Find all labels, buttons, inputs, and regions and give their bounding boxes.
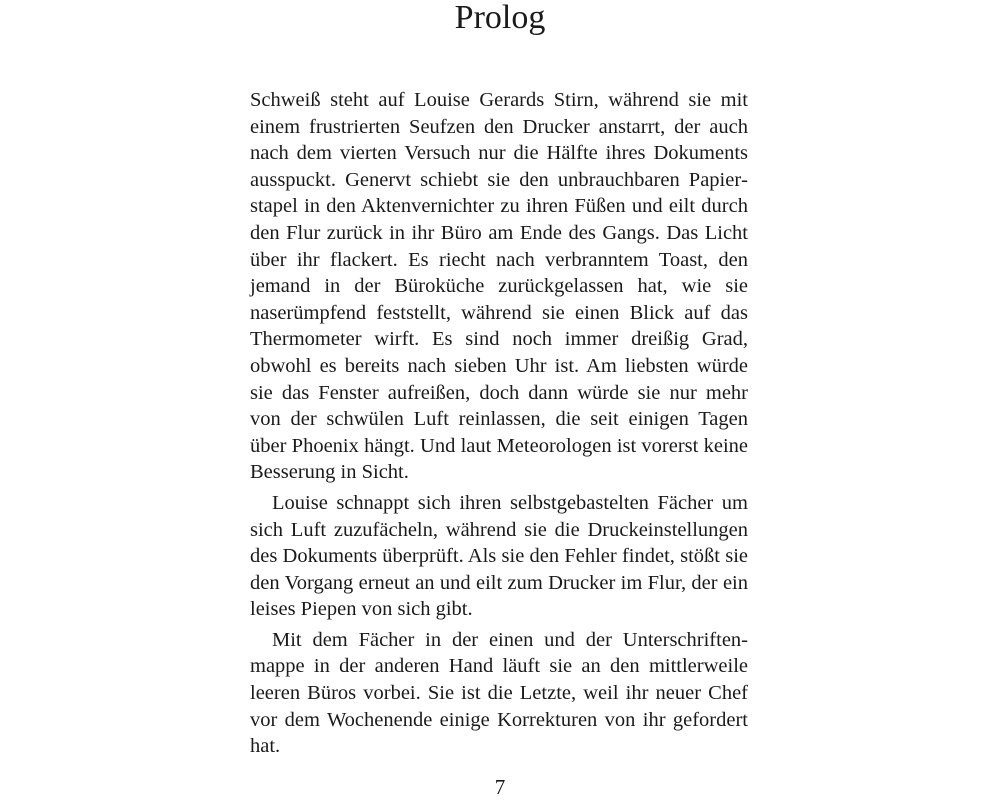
- body-text: [250, 87, 748, 760]
- paragraph-2: Louise schnappt sich ihren selbstgebastelten Fächer um sich Luft zuzufächeln, während sie die Druckeinstellungen des Dokuments überprüft. Als sie den Fehler findet, stößt sie den Vorgang erneut an und eilt zum Drucker im Flur, der ein leises Piepen von sich gibt.: [250, 491, 748, 621]
- page-number: 7: [494, 775, 506, 799]
- chapter-title: Prolog: [454, 0, 546, 36]
- paragraph-1: Schweiß steht auf Louise Gerards Stirn, während sie mit einem frustrierten Seufzen den Drucker anstarrt, der auch nach dem vierten Versuch nur die Hälfte ihres Dokuments ausspuckt. Genervt schiebt sie den unbrauchbaren Papierstapel in den Aktenvernichter zu ihren Füßen und eilt durch den Flur zurück in ihr Büro am Ende des Gangs. Das Licht über ihr flackert. Es riecht nach verbranntem Toast, den jemand in der Büroküche zurückgelassen hat, wie sie naserümpfend feststellt, während sie einen Blick auf das Thermometer wirft. Es sind noch immer dreißig Grad, obwohl es bereits nach sieben Uhr ist. Am liebsten würde sie das Fenster aufreißen, doch dann würde sie nur mehr von der schwülen Luft reinlassen, die seit einigen Tagen über Phoenix hängt. Und laut Meteorologen ist vorerst keine Besserung in Sicht.: [250, 89, 748, 484]
- paragraph-3: Mit dem Fächer in der einen und der Unterschriftenmappe in der anderen Hand läuft sie an den mittlerweile leeren Büros vorbei. Sie ist die Letzte, weil ihr neuer Chef vor dem Wochenende einige Korrekturen von ihr gefordert hat.: [250, 628, 748, 758]
